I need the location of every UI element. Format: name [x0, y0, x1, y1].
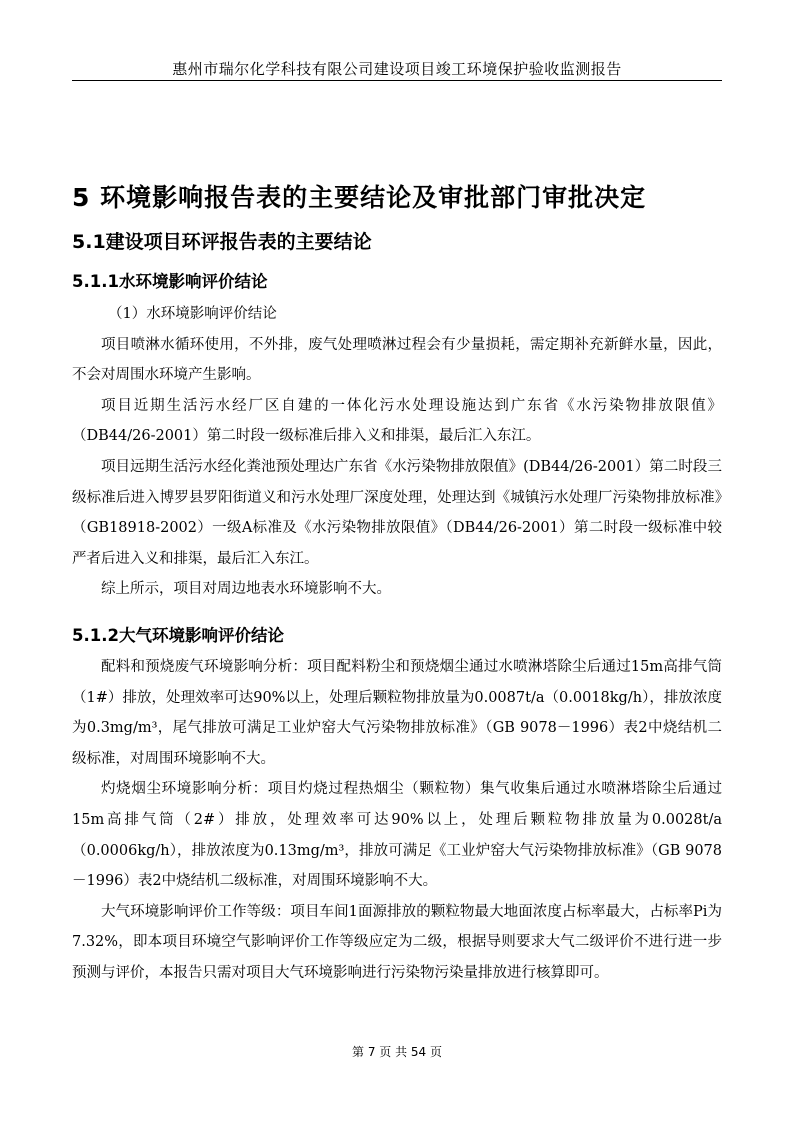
section-title: 5.1建设项目环评报告表的主要结论	[72, 231, 372, 253]
water-paragraph-4: 综上所示，项目对周边地表水环境影响不大。	[101, 581, 391, 598]
water-paragraph-2: 项目近期生活污水经厂区自建的一体化污水处理设施达到广东省《水污染物排放限值》（DB44/26-2001）第二时段一级标准后排入义和排渠，最后汇入东江。	[72, 397, 722, 445]
water-paragraph-3: 项目远期生活污水经化粪池预处理达广东省《水污染物排放限值》(DB44/26-2001）第二时段三级标准后进入博罗县罗阳街道义和污水处理厂深度处理，处理达到《城镇污水处理厂污染物排放标准》（GB18918-2002）一级A标准及《水污染物排放限值》（DB44/26-2001）第二时段一级标准中较严者后进入义和排渠，最后汇入东江。	[72, 458, 722, 567]
running-header: 惠州市瑞尔化学科技有限公司建设项目竣工环境保护验收监测报告	[172, 60, 622, 78]
water-section-body	[72, 299, 722, 605]
page-number: 第 7 页 共 54 页	[352, 1045, 442, 1059]
water-heading: 5.1.1水环境影响评价结论	[72, 272, 268, 291]
air-paragraph-2: 灼烧烟尘环境影响分析：项目灼烧过程热烟尘（颗粒物）集气收集后通过水喷淋塔除尘后通过15m高排气筒（2#）排放，处理效率可达90%以上，处理后颗粒物排放量为0.0028t/a（0.0006kg/h），排放浓度为0.13mg/m³，排放可满足《工业炉窑大气污染物排放标准》（GB 9078－1996）表2中烧结机二级标准，对周围环境影响不大。	[72, 781, 722, 890]
air-paragraph-3: 大气环境影响评价工作等级：项目车间1面源排放的颗粒物最大地面浓度占标率最大，占标率Pi为7.32%，即本项目环境空气影响评价工作等级应定为二级，根据导则要求大气二级评价不进行进一步预测与评价，本报告只需对项目大气环境影响进行污染物污染量排放进行核算即可。	[72, 903, 722, 981]
water-subheading: （1）水环境影响评价结论	[108, 306, 277, 322]
air-paragraph-1: 配料和预烧废气环境影响分析：项目配料粉尘和预烧烟尘通过水喷淋塔除尘后通过15m高排气筒（1#）排放，处理效率可达90%以上，处理后颗粒物排放量为0.0087t/a（0.0018kg/h），排放浓度为0.3mg/m³，尾气排放可满足工业炉窑大气污染物排放标准》（GB 9078－1996）表2中烧结机二级标准，对周围环境影响不大。	[72, 659, 722, 767]
air-heading: 5.1.2大气环境影响评价结论	[72, 626, 284, 645]
water-paragraph-1: 项目喷淋水循环使用，不外排，废气处理喷淋过程会有少量损耗，需定期补充新鲜水量，因此，不会对周围水环境产生影响。	[72, 336, 722, 384]
air-section-body	[72, 652, 722, 989]
chapter-title: 5 环境影响报告表的主要结论及审批部门审批决定	[72, 183, 647, 212]
header-divider	[72, 80, 722, 81]
